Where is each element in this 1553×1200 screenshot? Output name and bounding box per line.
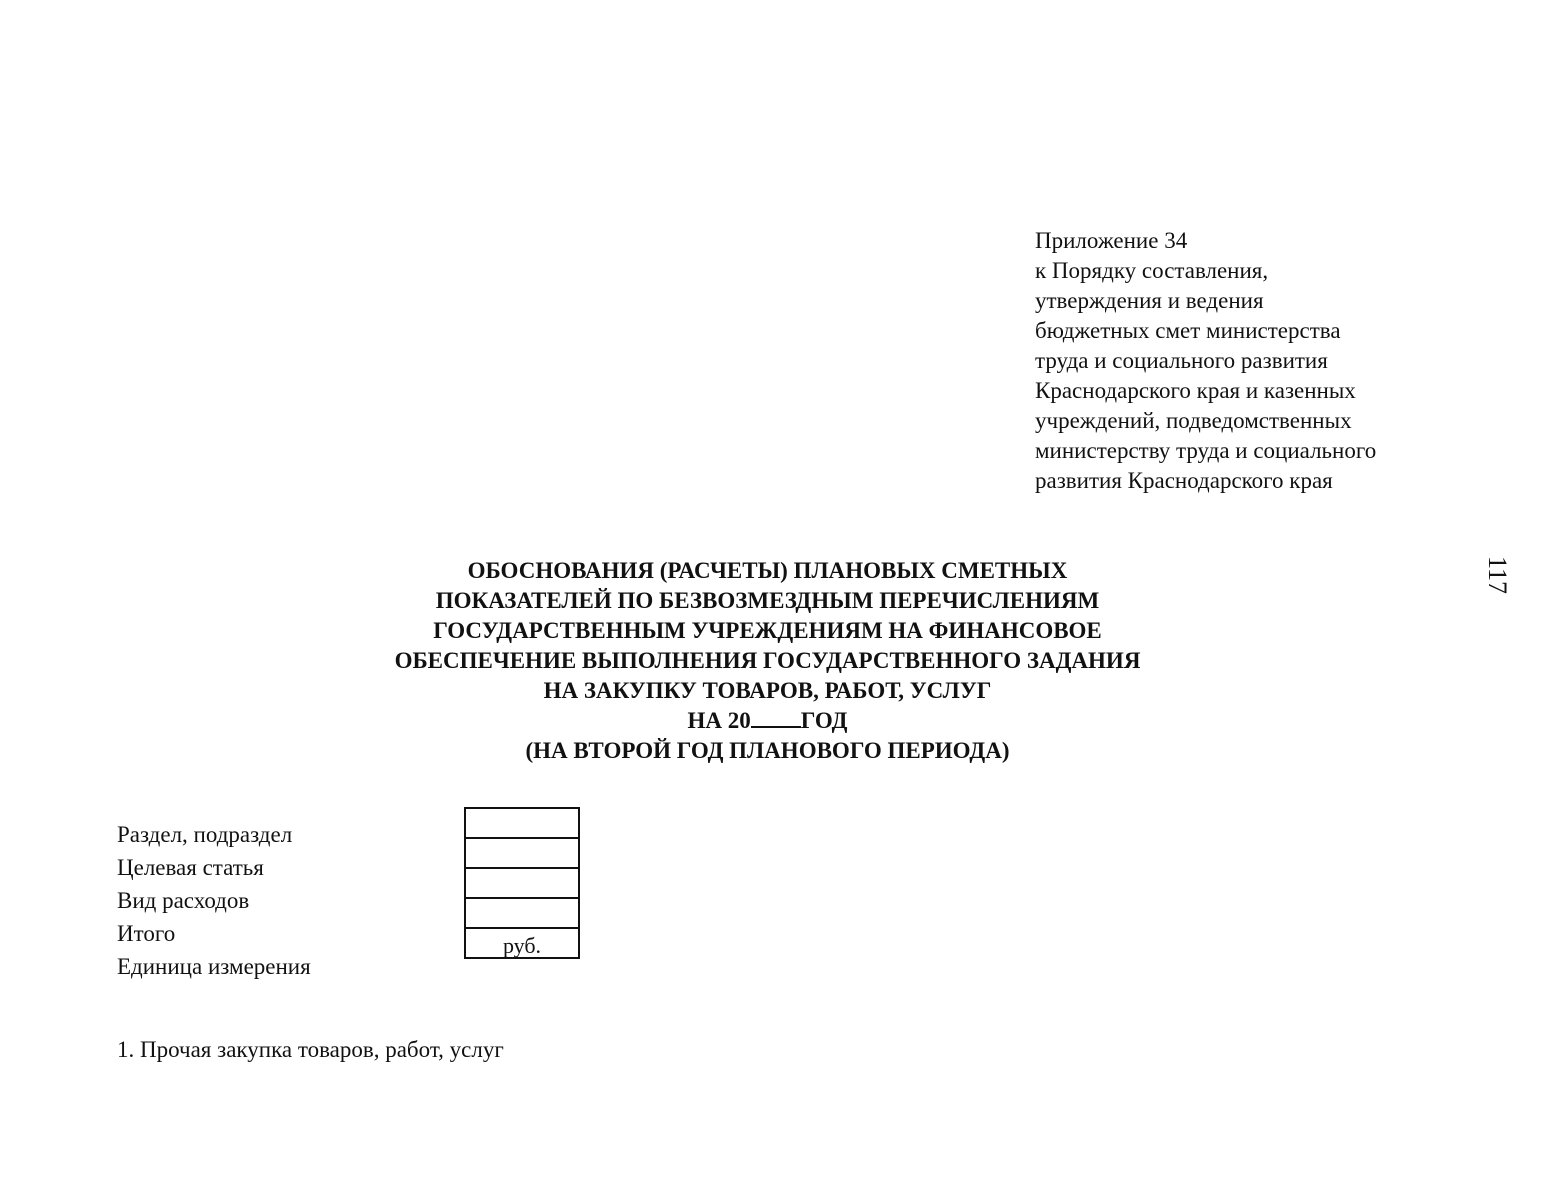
year-blank (751, 708, 801, 728)
appendix-line: учреждений, подведомственных (1035, 408, 1352, 433)
appendix-line: Приложение 34 (1035, 228, 1188, 253)
appendix-line: утверждения и ведения (1035, 288, 1264, 313)
title-line: ОБЕСПЕЧЕНИЕ ВЫПОЛНЕНИЯ ГОСУДАРСТВЕННОГО ЗАДАНИЯ (394, 648, 1141, 673)
appendix-line: развития Краснодарского края (1035, 468, 1333, 493)
appendix-line: Краснодарского края и казенных (1035, 378, 1356, 403)
appendix-line: к Порядку составления, (1035, 258, 1269, 283)
label-total: Итого (117, 921, 176, 946)
title-line: НА ЗАКУПКУ ТОВАРОВ, РАБОТ, УСЛУГ (543, 678, 992, 703)
appendix-line: бюджетных смет министерства (1035, 318, 1341, 343)
section-code-cell (465, 808, 579, 838)
target-article-cell (465, 838, 579, 868)
appendix-note (1035, 226, 1455, 496)
field-labels (117, 818, 311, 983)
document-title (260, 556, 1275, 766)
label-unit: Единица измерения (117, 954, 311, 979)
section-heading: 1. Прочая закупка товаров, работ, услуг (117, 1037, 504, 1062)
label-target-article: Целевая статья (117, 855, 264, 880)
title-year-suffix: ГОД (800, 708, 848, 733)
label-section: Раздел, подраздел (117, 822, 293, 847)
title-line: ОБОСНОВАНИЯ (РАСЧЕТЫ) ПЛАНОВЫХ СМЕТНЫХ (467, 558, 1068, 583)
title-line: ГОСУДАРСТВЕННЫМ УЧРЕЖДЕНИЯМ НА ФИНАНСОВОЕ (433, 618, 1102, 643)
title-year-line (260, 706, 1275, 736)
title-line: ПОКАЗАТЕЛЕЙ ПО БЕЗВОЗМЕЗДНЫМ ПЕРЕЧИСЛЕНИЯМ (435, 588, 1100, 613)
title-year-prefix: НА 20 (687, 708, 751, 733)
appendix-line: министерству труда и социального (1035, 438, 1377, 463)
codes-table (464, 807, 580, 959)
title-line: (НА ВТОРОЙ ГОД ПЛАНОВОГО ПЕРИОДА) (525, 738, 1010, 763)
expense-type-cell (465, 868, 579, 898)
label-expense-type: Вид расходов (117, 888, 250, 913)
page-number: 117 (1483, 555, 1513, 595)
unit-cell: руб. (465, 928, 579, 958)
total-cell (465, 898, 579, 928)
appendix-line: труда и социального развития (1035, 348, 1328, 373)
